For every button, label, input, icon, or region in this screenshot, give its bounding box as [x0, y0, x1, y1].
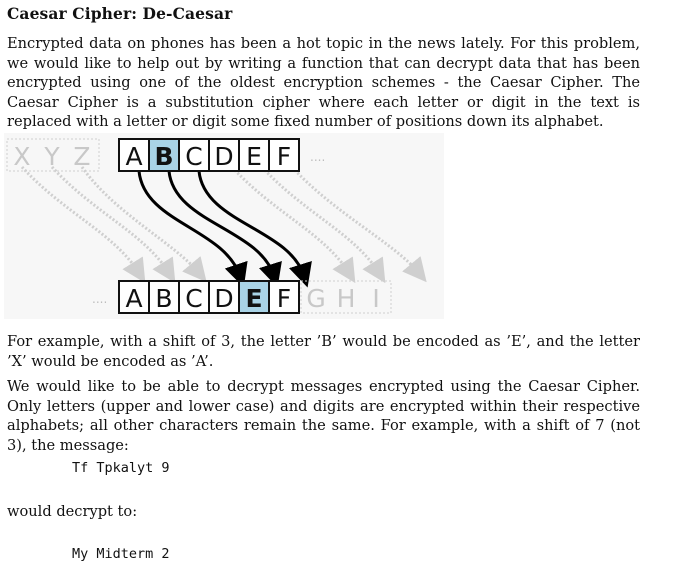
bottom-row	[92, 281, 391, 313]
top-letter-1: B	[154, 142, 174, 171]
top-letter-0: A	[125, 142, 143, 171]
decrypted-message-code: My Midterm 2	[72, 546, 170, 562]
top-row	[7, 139, 325, 171]
section-title: Caesar Cipher: De-Caesar	[7, 4, 233, 23]
bottom-letter-1: B	[155, 284, 173, 313]
bottom-faded-letter-0: G	[306, 284, 326, 313]
top-letter-5: F	[276, 142, 292, 171]
caesar-cipher-diagram	[4, 133, 444, 319]
example-paragraph: For example, with a shift of 3, the letter ’B’ would be encoded as ’E’, and the letter ’X’ would be encoded as ’A’.	[7, 333, 640, 370]
encrypted-message-code: Tf Tpkalyt 9	[72, 460, 170, 476]
bottom-ellipsis: ....	[92, 292, 108, 306]
top-letter-4: E	[246, 142, 262, 171]
rules-paragraph: We would like to be able to decrypt messages encrypted using the Caesar Cipher. Only letters (upper and lower case) and digits are encrypted within their respective alphabets; all other characters remain the same. For example, with a shift of 7 (not 3), the message:	[7, 378, 640, 454]
bottom-faded-letter-2: I	[372, 284, 380, 313]
top-faded-letters	[7, 139, 99, 171]
decrypt-label: would decrypt to:	[7, 503, 138, 520]
top-faded-letter-1: Y	[44, 142, 60, 171]
bottom-faded-letter-1: H	[336, 284, 356, 313]
intro-paragraph: Encrypted data on phones has been a hot topic in the news lately. For this problem, we would like to help out by writing a function that can decrypt data that has been encrypted using one of the oldest encryption schemes - the Caesar Cipher. The Caesar Cipher is a substitution cipher where each letter or digit in the text is replaced with a letter or digit some fixed number of positions down its alphabet.	[7, 35, 640, 130]
top-ellipsis: ....	[310, 150, 326, 164]
bottom-letter-4: E	[245, 284, 263, 313]
bottom-letter-0: A	[125, 284, 143, 313]
bottom-letter-5: F	[276, 284, 292, 313]
top-letter-3: D	[214, 142, 234, 171]
bottom-letter-3: D	[214, 284, 234, 313]
top-faded-letter-0: X	[13, 142, 31, 171]
bottom-letter-2: C	[185, 284, 203, 313]
top-letter-boxes	[119, 139, 299, 171]
top-faded-letter-2: Z	[73, 142, 91, 171]
top-letter-2: C	[185, 142, 203, 171]
bottom-letter-boxes	[119, 281, 299, 313]
bottom-faded-letters	[301, 281, 391, 313]
